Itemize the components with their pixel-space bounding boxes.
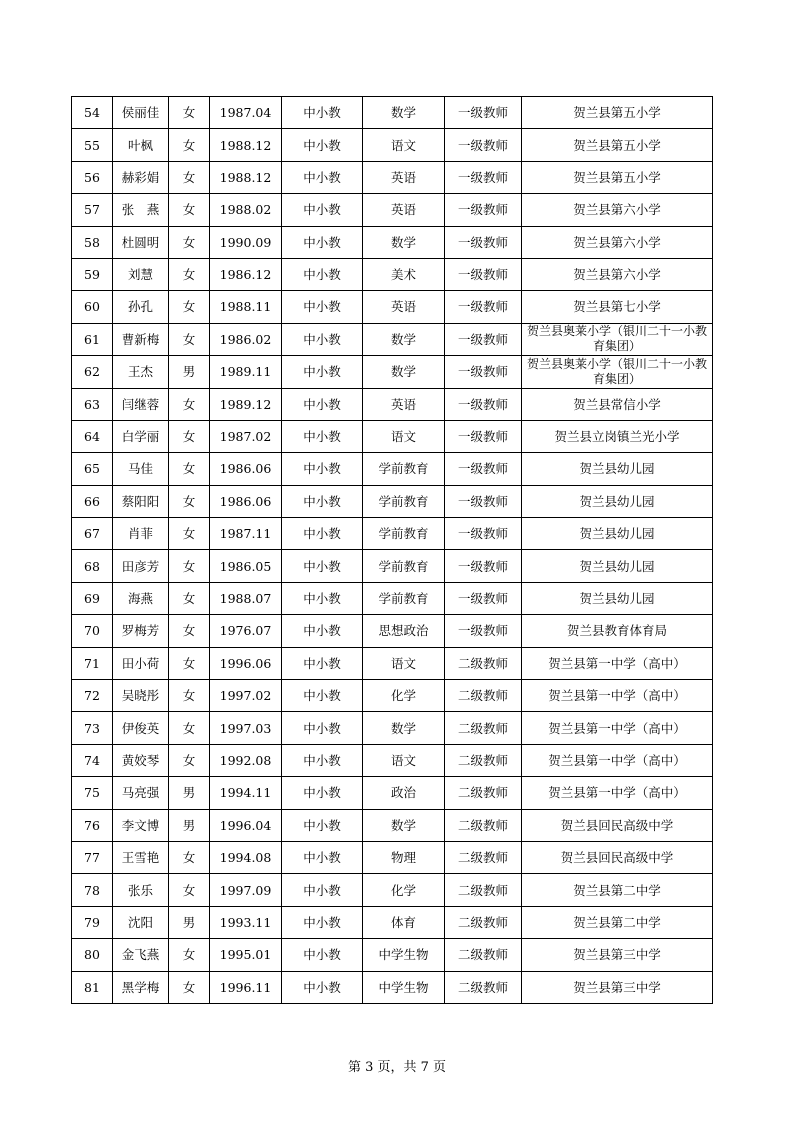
table-row <box>72 906 713 938</box>
birth-date-cell: 1986.02 <box>210 323 282 355</box>
school-cell: 贺兰县第五小学 <box>522 97 713 129</box>
category-cell: 中小教 <box>282 841 363 873</box>
row-number-cell: 56 <box>72 161 113 193</box>
teacher-name-cell: 闫继蓉 <box>113 388 169 420</box>
school-cell: 贺兰县第一中学（高中） <box>522 647 713 679</box>
subject-cell: 思想政治 <box>363 615 445 647</box>
teacher-name-cell: 王杰 <box>113 356 169 388</box>
subject-cell: 英语 <box>363 291 445 323</box>
school-cell: 贺兰县立岗镇兰光小学 <box>522 420 713 452</box>
birth-date-cell: 1976.07 <box>210 615 282 647</box>
category-cell: 中小教 <box>282 194 363 226</box>
subject-cell: 英语 <box>363 194 445 226</box>
birth-date-cell: 1987.11 <box>210 518 282 550</box>
teacher-name-cell: 马亮强 <box>113 777 169 809</box>
subject-cell: 化学 <box>363 874 445 906</box>
table-row <box>72 841 713 873</box>
school-cell: 贺兰县奥莱小学（银川二十一小教育集团） <box>522 356 713 388</box>
subject-cell: 中学生物 <box>363 939 445 971</box>
gender-cell: 女 <box>169 194 210 226</box>
school-cell: 贺兰县教育体育局 <box>522 615 713 647</box>
school-cell: 贺兰县第六小学 <box>522 226 713 258</box>
table-row <box>72 744 713 776</box>
subject-cell: 数学 <box>363 226 445 258</box>
birth-date-cell: 1994.11 <box>210 777 282 809</box>
subject-cell: 学前教育 <box>363 485 445 517</box>
teacher-name-cell: 李文博 <box>113 809 169 841</box>
subject-cell: 语文 <box>363 129 445 161</box>
row-number-cell: 80 <box>72 939 113 971</box>
subject-cell: 英语 <box>363 388 445 420</box>
row-number-cell: 68 <box>72 550 113 582</box>
table-row <box>72 161 713 193</box>
school-cell: 贺兰县幼儿园 <box>522 582 713 614</box>
title-rank-cell: 一级教师 <box>445 97 522 129</box>
school-cell: 贺兰县第三中学 <box>522 939 713 971</box>
teacher-name-cell: 罗梅芳 <box>113 615 169 647</box>
table-row <box>72 777 713 809</box>
title-rank-cell: 一级教师 <box>445 258 522 290</box>
table-row <box>72 226 713 258</box>
school-cell: 贺兰县幼儿园 <box>522 485 713 517</box>
birth-date-cell: 1997.09 <box>210 874 282 906</box>
category-cell: 中小教 <box>282 939 363 971</box>
category-cell: 中小教 <box>282 356 363 388</box>
school-cell: 贺兰县第二中学 <box>522 906 713 938</box>
subject-cell: 美术 <box>363 258 445 290</box>
category-cell: 中小教 <box>282 323 363 355</box>
teacher-name-cell: 田小荷 <box>113 647 169 679</box>
birth-date-cell: 1992.08 <box>210 744 282 776</box>
row-number-cell: 55 <box>72 129 113 161</box>
table-row <box>72 323 713 355</box>
subject-cell: 学前教育 <box>363 453 445 485</box>
birth-date-cell: 1987.04 <box>210 97 282 129</box>
birth-date-cell: 1987.02 <box>210 420 282 452</box>
title-rank-cell: 二级教师 <box>445 906 522 938</box>
school-cell: 贺兰县第二中学 <box>522 874 713 906</box>
row-number-cell: 62 <box>72 356 113 388</box>
gender-cell: 女 <box>169 712 210 744</box>
title-rank-cell: 一级教师 <box>445 485 522 517</box>
birth-date-cell: 1988.07 <box>210 582 282 614</box>
gender-cell: 女 <box>169 680 210 712</box>
category-cell: 中小教 <box>282 809 363 841</box>
category-cell: 中小教 <box>282 744 363 776</box>
category-cell: 中小教 <box>282 258 363 290</box>
teacher-name-cell: 马佳 <box>113 453 169 485</box>
teacher-name-cell: 王雪艳 <box>113 841 169 873</box>
category-cell: 中小教 <box>282 777 363 809</box>
title-rank-cell: 一级教师 <box>445 356 522 388</box>
birth-date-cell: 1986.06 <box>210 485 282 517</box>
page-footer: 第 3 页，共 7 页 <box>347 1060 447 1075</box>
category-cell: 中小教 <box>282 582 363 614</box>
gender-cell: 女 <box>169 518 210 550</box>
subject-cell: 化学 <box>363 680 445 712</box>
row-number-cell: 65 <box>72 453 113 485</box>
subject-cell: 语文 <box>363 420 445 452</box>
school-cell: 贺兰县奥莱小学（银川二十一小教育集团） <box>522 323 713 355</box>
title-rank-cell: 二级教师 <box>445 647 522 679</box>
row-number-cell: 72 <box>72 680 113 712</box>
school-cell: 贺兰县幼儿园 <box>522 550 713 582</box>
teacher-name-cell: 张 燕 <box>113 194 169 226</box>
gender-cell: 女 <box>169 550 210 582</box>
table-row <box>72 582 713 614</box>
school-cell: 贺兰县幼儿园 <box>522 518 713 550</box>
row-number-cell: 63 <box>72 388 113 420</box>
gender-cell: 女 <box>169 939 210 971</box>
teacher-name-cell: 沈阳 <box>113 906 169 938</box>
category-cell: 中小教 <box>282 453 363 485</box>
table-row <box>72 971 713 1003</box>
title-rank-cell: 二级教师 <box>445 712 522 744</box>
table-row <box>72 420 713 452</box>
gender-cell: 女 <box>169 258 210 290</box>
school-cell: 贺兰县第六小学 <box>522 258 713 290</box>
title-rank-cell: 一级教师 <box>445 615 522 647</box>
subject-cell: 学前教育 <box>363 518 445 550</box>
row-number-cell: 61 <box>72 323 113 355</box>
category-cell: 中小教 <box>282 161 363 193</box>
row-number-cell: 69 <box>72 582 113 614</box>
gender-cell: 女 <box>169 647 210 679</box>
birth-date-cell: 1988.12 <box>210 129 282 161</box>
row-number-cell: 81 <box>72 971 113 1003</box>
title-rank-cell: 二级教师 <box>445 809 522 841</box>
birth-date-cell: 1994.08 <box>210 841 282 873</box>
title-rank-cell: 一级教师 <box>445 420 522 452</box>
gender-cell: 女 <box>169 161 210 193</box>
title-rank-cell: 一级教师 <box>445 161 522 193</box>
teacher-name-cell: 叶枫 <box>113 129 169 161</box>
table-row <box>72 874 713 906</box>
teacher-roster-table <box>71 96 713 1004</box>
title-rank-cell: 一级教师 <box>445 518 522 550</box>
category-cell: 中小教 <box>282 485 363 517</box>
category-cell: 中小教 <box>282 420 363 452</box>
subject-cell: 中学生物 <box>363 971 445 1003</box>
table-row <box>72 356 713 388</box>
teacher-name-cell: 蔡阳阳 <box>113 485 169 517</box>
title-rank-cell: 一级教师 <box>445 582 522 614</box>
title-rank-cell: 一级教师 <box>445 453 522 485</box>
subject-cell: 学前教育 <box>363 582 445 614</box>
subject-cell: 数学 <box>363 809 445 841</box>
gender-cell: 女 <box>169 874 210 906</box>
birth-date-cell: 1986.12 <box>210 258 282 290</box>
gender-cell: 女 <box>169 582 210 614</box>
table-row <box>72 680 713 712</box>
table-row <box>72 550 713 582</box>
title-rank-cell: 一级教师 <box>445 291 522 323</box>
subject-cell: 数学 <box>363 97 445 129</box>
roster-body <box>72 97 713 1004</box>
teacher-name-cell: 张乐 <box>113 874 169 906</box>
gender-cell: 男 <box>169 809 210 841</box>
table-row <box>72 809 713 841</box>
row-number-cell: 59 <box>72 258 113 290</box>
school-cell: 贺兰县第五小学 <box>522 129 713 161</box>
title-rank-cell: 一级教师 <box>445 388 522 420</box>
category-cell: 中小教 <box>282 226 363 258</box>
table-row <box>72 647 713 679</box>
teacher-name-cell: 赫彩娟 <box>113 161 169 193</box>
title-rank-cell: 一级教师 <box>445 129 522 161</box>
school-cell: 贺兰县常信小学 <box>522 388 713 420</box>
birth-date-cell: 1997.02 <box>210 680 282 712</box>
gender-cell: 女 <box>169 744 210 776</box>
gender-cell: 女 <box>169 420 210 452</box>
category-cell: 中小教 <box>282 971 363 1003</box>
birth-date-cell: 1989.11 <box>210 356 282 388</box>
gender-cell: 女 <box>169 323 210 355</box>
school-cell: 贺兰县幼儿园 <box>522 453 713 485</box>
birth-date-cell: 1996.06 <box>210 647 282 679</box>
subject-cell: 数学 <box>363 356 445 388</box>
title-rank-cell: 二级教师 <box>445 841 522 873</box>
teacher-name-cell: 黑学梅 <box>113 971 169 1003</box>
gender-cell: 男 <box>169 356 210 388</box>
teacher-name-cell: 田彦芳 <box>113 550 169 582</box>
row-number-cell: 75 <box>72 777 113 809</box>
teacher-name-cell: 肖菲 <box>113 518 169 550</box>
gender-cell: 女 <box>169 291 210 323</box>
teacher-name-cell: 伊俊英 <box>113 712 169 744</box>
gender-cell: 女 <box>169 841 210 873</box>
teacher-name-cell: 杜圆明 <box>113 226 169 258</box>
row-number-cell: 66 <box>72 485 113 517</box>
subject-cell: 学前教育 <box>363 550 445 582</box>
title-rank-cell: 二级教师 <box>445 744 522 776</box>
school-cell: 贺兰县第五小学 <box>522 161 713 193</box>
school-cell: 贺兰县第一中学（高中） <box>522 712 713 744</box>
title-rank-cell: 二级教师 <box>445 874 522 906</box>
row-number-cell: 78 <box>72 874 113 906</box>
gender-cell: 女 <box>169 485 210 517</box>
row-number-cell: 73 <box>72 712 113 744</box>
title-rank-cell: 一级教师 <box>445 323 522 355</box>
row-number-cell: 74 <box>72 744 113 776</box>
table-row <box>72 712 713 744</box>
birth-date-cell: 1988.02 <box>210 194 282 226</box>
gender-cell: 男 <box>169 906 210 938</box>
birth-date-cell: 1997.03 <box>210 712 282 744</box>
title-rank-cell: 二级教师 <box>445 939 522 971</box>
gender-cell: 女 <box>169 97 210 129</box>
teacher-name-cell: 侯丽佳 <box>113 97 169 129</box>
category-cell: 中小教 <box>282 388 363 420</box>
row-number-cell: 67 <box>72 518 113 550</box>
category-cell: 中小教 <box>282 906 363 938</box>
teacher-name-cell: 刘慧 <box>113 258 169 290</box>
category-cell: 中小教 <box>282 129 363 161</box>
category-cell: 中小教 <box>282 647 363 679</box>
school-cell: 贺兰县第一中学（高中） <box>522 680 713 712</box>
teacher-name-cell: 白学丽 <box>113 420 169 452</box>
teacher-name-cell: 曹新梅 <box>113 323 169 355</box>
gender-cell: 女 <box>169 453 210 485</box>
teacher-name-cell: 金飞燕 <box>113 939 169 971</box>
category-cell: 中小教 <box>282 615 363 647</box>
title-rank-cell: 二级教师 <box>445 777 522 809</box>
school-cell: 贺兰县第七小学 <box>522 291 713 323</box>
category-cell: 中小教 <box>282 874 363 906</box>
table-row <box>72 194 713 226</box>
row-number-cell: 71 <box>72 647 113 679</box>
row-number-cell: 58 <box>72 226 113 258</box>
table-row <box>72 615 713 647</box>
subject-cell: 数学 <box>363 323 445 355</box>
row-number-cell: 77 <box>72 841 113 873</box>
gender-cell: 女 <box>169 129 210 161</box>
subject-cell: 语文 <box>363 647 445 679</box>
table-row <box>72 939 713 971</box>
school-cell: 贺兰县第一中学（高中） <box>522 777 713 809</box>
category-cell: 中小教 <box>282 550 363 582</box>
row-number-cell: 76 <box>72 809 113 841</box>
row-number-cell: 79 <box>72 906 113 938</box>
row-number-cell: 64 <box>72 420 113 452</box>
gender-cell: 女 <box>169 388 210 420</box>
title-rank-cell: 二级教师 <box>445 971 522 1003</box>
subject-cell: 物理 <box>363 841 445 873</box>
subject-cell: 政治 <box>363 777 445 809</box>
subject-cell: 体育 <box>363 906 445 938</box>
category-cell: 中小教 <box>282 97 363 129</box>
birth-date-cell: 1990.09 <box>210 226 282 258</box>
teacher-name-cell: 吴晓彤 <box>113 680 169 712</box>
birth-date-cell: 1993.11 <box>210 906 282 938</box>
table-row <box>72 453 713 485</box>
teacher-name-cell: 海燕 <box>113 582 169 614</box>
birth-date-cell: 1986.06 <box>210 453 282 485</box>
birth-date-cell: 1989.12 <box>210 388 282 420</box>
category-cell: 中小教 <box>282 712 363 744</box>
table-row <box>72 518 713 550</box>
title-rank-cell: 一级教师 <box>445 194 522 226</box>
subject-cell: 数学 <box>363 712 445 744</box>
school-cell: 贺兰县回民高级中学 <box>522 841 713 873</box>
school-cell: 贺兰县第一中学（高中） <box>522 744 713 776</box>
table-row <box>72 485 713 517</box>
category-cell: 中小教 <box>282 680 363 712</box>
gender-cell: 女 <box>169 226 210 258</box>
birth-date-cell: 1996.04 <box>210 809 282 841</box>
school-cell: 贺兰县第三中学 <box>522 971 713 1003</box>
title-rank-cell: 一级教师 <box>445 226 522 258</box>
row-number-cell: 54 <box>72 97 113 129</box>
table-row <box>72 129 713 161</box>
teacher-name-cell: 孙孔 <box>113 291 169 323</box>
table-row <box>72 388 713 420</box>
subject-cell: 英语 <box>363 161 445 193</box>
table-row <box>72 291 713 323</box>
category-cell: 中小教 <box>282 518 363 550</box>
title-rank-cell: 二级教师 <box>445 680 522 712</box>
gender-cell: 男 <box>169 777 210 809</box>
gender-cell: 女 <box>169 615 210 647</box>
category-cell: 中小教 <box>282 291 363 323</box>
birth-date-cell: 1986.05 <box>210 550 282 582</box>
table-row <box>72 97 713 129</box>
birth-date-cell: 1995.01 <box>210 939 282 971</box>
subject-cell: 语文 <box>363 744 445 776</box>
gender-cell: 女 <box>169 971 210 1003</box>
school-cell: 贺兰县回民高级中学 <box>522 809 713 841</box>
row-number-cell: 60 <box>72 291 113 323</box>
teacher-name-cell: 黄姣琴 <box>113 744 169 776</box>
birth-date-cell: 1988.12 <box>210 161 282 193</box>
birth-date-cell: 1996.11 <box>210 971 282 1003</box>
table-row <box>72 258 713 290</box>
birth-date-cell: 1988.11 <box>210 291 282 323</box>
row-number-cell: 57 <box>72 194 113 226</box>
school-cell: 贺兰县第六小学 <box>522 194 713 226</box>
title-rank-cell: 一级教师 <box>445 550 522 582</box>
row-number-cell: 70 <box>72 615 113 647</box>
